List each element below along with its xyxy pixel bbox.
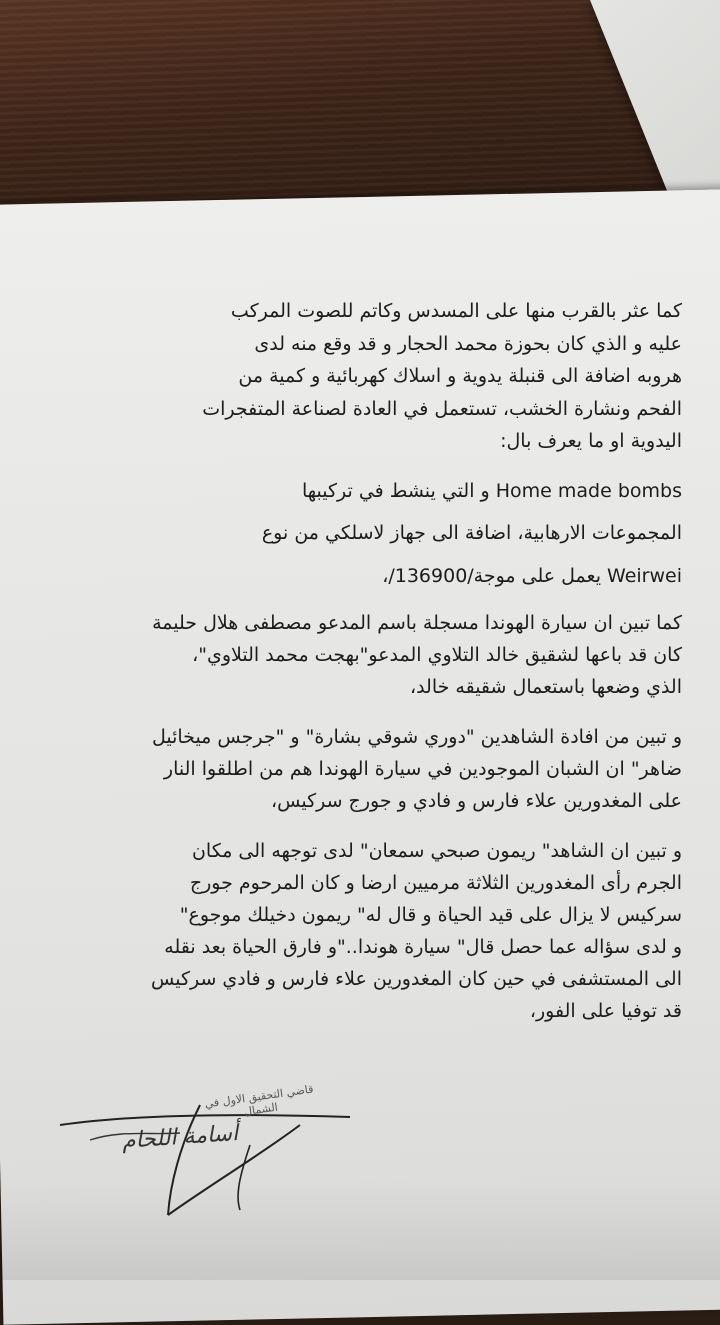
text-line-13: ضاهر" ان الشبان الموجودين في سيارة الهوندا هم من اطلقوا النار — [163, 758, 682, 780]
text-line-16: الجرم رأى المغدورين الثلاثة مرميين ارضا و كان المرحوم جورج — [189, 872, 682, 894]
text-line-15: و تبين ان الشاهد" ريمون صبحي سمعان" لدى توجهه الى مكان — [191, 840, 682, 862]
text-line-5: اليدوية او ما يعرف بال: — [500, 430, 682, 452]
text-line-18: و لدى سؤاله عما حصل قال" سيارة هوندا.."و فارق الحياة بعد نقله — [164, 936, 682, 958]
text-line-2: عليه و الذي كان بحوزة محمد الحجار و قد وقع منه لدى — [254, 333, 682, 355]
text-line-20: قد توفيا على الفور، — [529, 1000, 682, 1022]
text-line-17: سركيس لا يزال على قيد الحياة و قال له" ريمون دخيلك موجوع" — [179, 904, 682, 926]
text-line-6: Home made bombs و التي ينشط في تركيبها — [301, 480, 682, 502]
text-line-12: و تبين من افادة الشاهدين "دوري شوقي بشارة" و "جرجس ميخائيل — [151, 726, 682, 748]
text-line-7: المجموعات الارهابية، اضافة الى جهاز لاسلكي من نوع — [261, 522, 682, 544]
text-line-1: كما عثر بالقرب منها على المسدس وكاتم للصوت المركب — [230, 300, 682, 322]
text-line-9: كما تبين ان سيارة الهوندا مسجلة باسم المدعو مصطفى هلال حليمة — [152, 612, 682, 634]
text-line-14: على المغدورين علاء فارس و فادي و جورج سركيس، — [270, 790, 682, 812]
text-line-8: Weirwei يعمل على موجة/136900/، — [382, 565, 682, 587]
text-line-19: الى المستشفى في حين كان المغدورين علاء فارس و فادي سركيس — [150, 968, 682, 990]
text-line-4: الفحم ونشارة الخشب، تستعمل في العادة لصناعة المتفجرات — [202, 398, 682, 420]
text-line-3: هروبه اضافة الى قنبلة يدوية و اسلاك كهربائية و كمية من — [238, 365, 682, 387]
signature-name: أسامة اللحام — [121, 1120, 239, 1155]
text-line-10: كان قد باعها لشقيق خالد التلاوي المدعو"بهجت محمد التلاوي"، — [192, 644, 682, 666]
text-line-11: الذي وضعها باستعمال شقيقه خالد، — [409, 676, 682, 698]
signature-title: قاضي التحقيق الاول في الشمال — [203, 1082, 315, 1119]
